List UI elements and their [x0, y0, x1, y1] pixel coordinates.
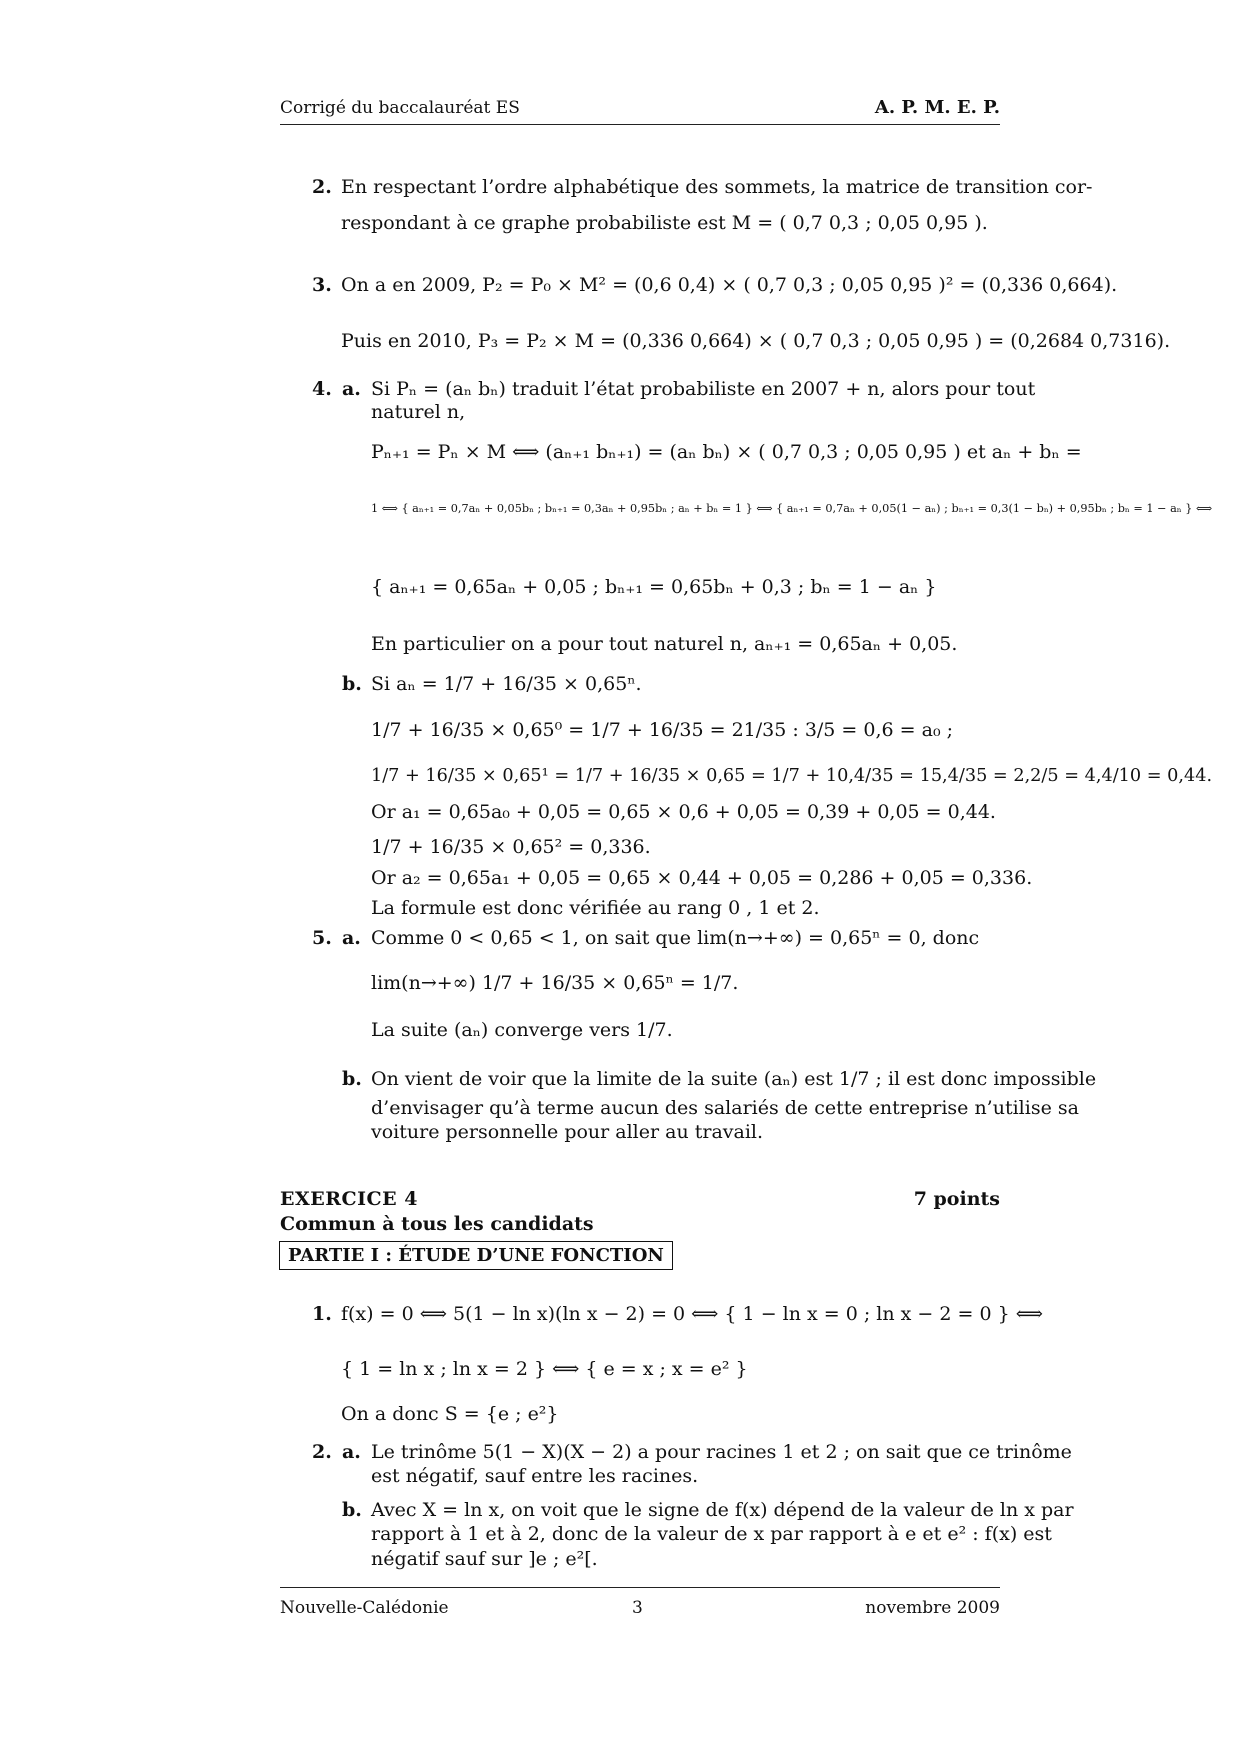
- q5-b-line1: On vient de voir que la limite de la suite (aₙ) est 1/7 ; il est donc impossible: [371, 1068, 1097, 1090]
- header-rule: [280, 124, 1000, 125]
- q5-a-label: a.: [342, 927, 361, 949]
- q4-b-line3: 1/7 + 16/35 × 0,65¹ = 1/7 + 16/35 × 0,65 = 1/7 + 10,4/35 = 15,4/35 = 2,2/5 = 4,4/10 = 0,44.: [371, 766, 1213, 786]
- q2-line1: En respectant l’ordre alphabétique des sommets, la matrice de transition cor-: [341, 176, 1093, 198]
- q4-system-2: { aₙ₊₁ = 0,65aₙ + 0,05 ; bₙ₊₁ = 0,65bₙ + 0,3 ; bₙ = 1 − aₙ }: [371, 576, 937, 598]
- q5-a-line3: La suite (aₙ) converge vers 1/7.: [371, 1019, 673, 1041]
- q5-b-line3: voiture personnelle pour aller au travail.: [371, 1121, 764, 1143]
- q5-b-label: b.: [342, 1068, 362, 1090]
- exercise-points: 7 points: [913, 1188, 1000, 1210]
- q4-b-line4: Or a₁ = 0,65a₀ + 0,05 = 0,65 × 0,6 + 0,05 = 0,39 + 0,05 = 0,44.: [371, 801, 996, 823]
- q3-line2: Puis en 2010, P₃ = P₂ × M = (0,336 0,664) × ( 0,7 0,3 ; 0,05 0,95 ) = (0,2684 0,7316).: [341, 330, 1171, 352]
- page-number: 3: [632, 1598, 643, 1618]
- header-right: A. P. M. E. P.: [874, 97, 1000, 118]
- q4-a-conclusion: En particulier on a pour tout naturel n, aₙ₊₁ = 0,65aₙ + 0,05.: [371, 633, 958, 655]
- footer-left: Nouvelle-Calédonie: [280, 1598, 449, 1618]
- q3-number: 3.: [312, 274, 332, 296]
- q4-b-line1: Si aₙ = 1/7 + 16/35 × 0,65ⁿ.: [371, 673, 642, 695]
- q5-a-line1: Comme 0 < 0,65 < 1, on sait que lim(n→+∞) = 0,65ⁿ = 0, donc: [371, 927, 980, 949]
- q5-number: 5.: [312, 927, 332, 949]
- p2-a-line2: est négatif, sauf entre les racines.: [371, 1465, 699, 1487]
- q4-b-line7: La formule est donc vérifiée au rang 0 , 1 et 2.: [371, 897, 820, 919]
- q4-b-line2: 1/7 + 16/35 × 0,65⁰ = 1/7 + 16/35 = 21/35 : 3/5 = 0,6 = a₀ ;: [371, 719, 953, 741]
- q4-b-line6: Or a₂ = 0,65a₁ + 0,05 = 0,65 × 0,44 + 0,05 = 0,286 + 0,05 = 0,336.: [371, 867, 1033, 889]
- q4-a-line3: Pₙ₊₁ = Pₙ × M ⟺ (aₙ₊₁ bₙ₊₁) = (aₙ bₙ) × ( 0,7 0,3 ; 0,05 0,95 ) et aₙ + bₙ =: [371, 441, 1082, 463]
- p2-b-line3: négatif sauf sur ]e ; e²[.: [371, 1548, 598, 1570]
- p2-number: 2.: [312, 1441, 332, 1463]
- q3-line1: On a en 2009, P₂ = P₀ × M² = (0,6 0,4) × ( 0,7 0,3 ; 0,05 0,95 )² = (0,336 0,664).: [341, 274, 1118, 296]
- header-left: Corrigé du baccalauréat ES: [280, 98, 520, 118]
- p1-line3: On a donc S = {e ; e²}: [341, 1403, 559, 1425]
- p2-b-label: b.: [342, 1499, 362, 1521]
- q5-a-line2: lim(n→+∞) 1/7 + 16/35 × 0,65ⁿ = 1/7.: [371, 972, 739, 994]
- q4-b-label: b.: [342, 673, 362, 695]
- p2-a-line1: Le trinôme 5(1 − X)(X − 2) a pour racines 1 et 2 ; on sait que ce trinôme: [371, 1441, 1072, 1463]
- q4-b-line5: 1/7 + 16/35 × 0,65² = 0,336.: [371, 836, 651, 858]
- p2-b-line2: rapport à 1 et à 2, donc de la valeur de x par rapport à e et e² : f(x) est: [371, 1523, 1052, 1545]
- q4-number: 4.: [312, 378, 332, 400]
- p1-line1: f(x) = 0 ⟺ 5(1 − ln x)(ln x − 2) = 0 ⟺ { 1 − ln x = 0 ; ln x − 2 = 0 } ⟺: [341, 1303, 1043, 1325]
- q2-line2: respondant à ce graphe probabiliste est M = ( 0,7 0,3 ; 0,05 0,95 ).: [341, 212, 988, 234]
- p1-line2: { 1 = ln x ; ln x = 2 } ⟺ { e = x ; x = e² }: [341, 1358, 748, 1380]
- p2-a-label: a.: [342, 1441, 361, 1463]
- footer-right: novembre 2009: [865, 1598, 1000, 1618]
- q4-a-label: a.: [342, 378, 361, 400]
- exercise-title: EXERCICE 4: [280, 1188, 418, 1210]
- q4-a-line2: naturel n,: [371, 401, 466, 423]
- q5-b-line2: d’envisager qu’à terme aucun des salariés de cette entreprise n’utilise sa: [371, 1097, 1079, 1119]
- footer-rule: [280, 1587, 1000, 1588]
- exercise-subtitle: Commun à tous les candidats: [280, 1213, 594, 1235]
- partie-title: PARTIE I : ÉTUDE D’UNE FONCTION: [279, 1241, 673, 1270]
- p1-number: 1.: [312, 1303, 332, 1325]
- p2-b-line1: Avec X = ln x, on voit que le signe de f(x) dépend de la valeur de ln x par: [371, 1499, 1074, 1521]
- q4-a-line1: Si Pₙ = (aₙ bₙ) traduit l’état probabiliste en 2007 + n, alors pour tout: [371, 378, 1036, 400]
- q2-number: 2.: [312, 176, 332, 198]
- q4-system-1: 1 ⟺ { aₙ₊₁ = 0,7aₙ + 0,05bₙ ; bₙ₊₁ = 0,3aₙ + 0,95bₙ ; aₙ + bₙ = 1 } ⟺ { aₙ₊₁ = 0,7aₙ + 0,05(1 − aₙ) ; bₙ₊₁ = 0,3(1 − bₙ) + 0,95bₙ ; bₙ = 1 − aₙ } ⟺: [371, 502, 1213, 515]
